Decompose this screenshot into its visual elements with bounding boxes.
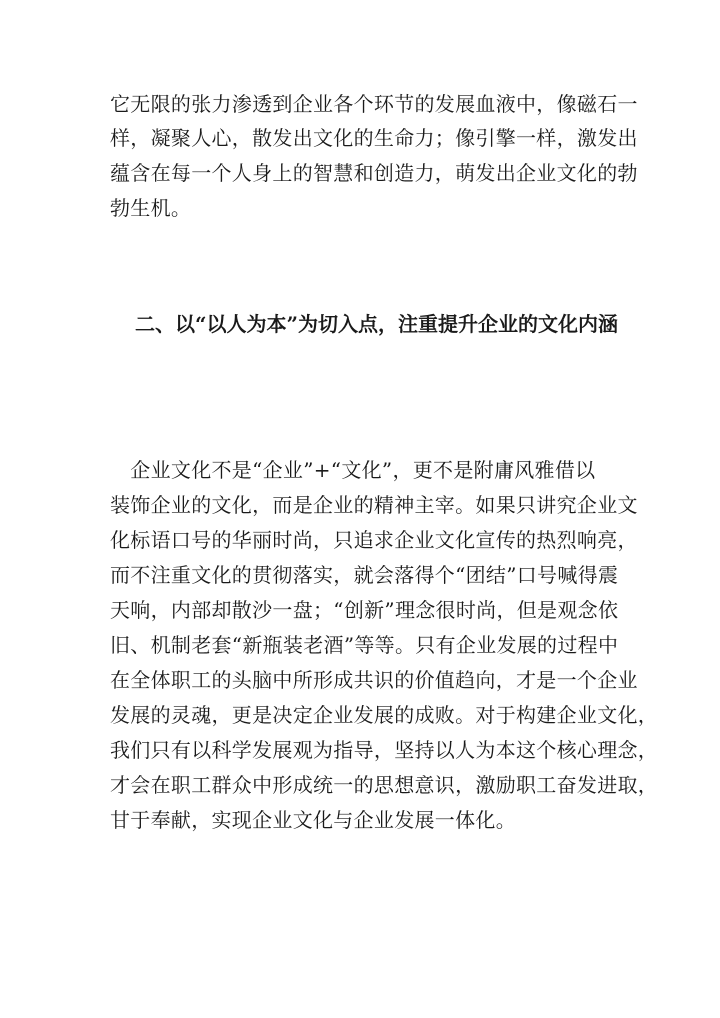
paragraph-line: 甘于奉献，实现企业文化与企业发展一体化。: [110, 808, 516, 832]
paragraph-line: 装饰企业的文化，而是企业的精神主宰。如果只讲究企业文: [110, 493, 638, 517]
paragraph-line: 企业文化不是“企业”+“文化”，更不是附庸风雅借以: [110, 458, 596, 482]
paragraph-line: 在全体职工的头脑中所形成共识的价值趋向，才是一个企业: [110, 668, 638, 692]
paragraph-line: 旧、机制老套“新瓶装老酒”等等。只有企业发展的过程中: [110, 633, 619, 657]
paragraph-line: 样，凝聚人心，散发出文化的生命力；像引擎一样，激发出: [110, 126, 638, 150]
paragraph-line: 我们只有以科学发展观为指导，坚持以人为本这个核心理念，: [110, 738, 659, 762]
section-heading: 二、以“以人为本”为切入点，注重提升企业的文化内涵: [135, 312, 619, 336]
paragraph-line: 蕴含在每一个人身上的智慧和创造力，萌发出企业文化的勃: [110, 161, 638, 185]
paragraph-line: 而不注重文化的贯彻落实，就会落得个“团结”口号喊得震: [110, 563, 619, 587]
paragraph-line: 勃生机。: [110, 196, 192, 220]
paragraph-line: 才会在职工群众中形成统一的思想意识，激励职工奋发进取，: [110, 773, 659, 797]
paragraph-line: 发展的灵魂，更是决定企业发展的成败。对于构建企业文化，: [110, 703, 659, 727]
paragraph-line: 化标语口号的华丽时尚，只追求企业文化宣传的热烈响亮，: [110, 528, 638, 552]
paragraph-line: 天响，内部却散沙一盘；“创新”理念很时尚，但是观念依: [110, 598, 619, 622]
paragraph-line: 它无限的张力渗透到企业各个环节的发展血液中，像磁石一: [110, 92, 638, 116]
